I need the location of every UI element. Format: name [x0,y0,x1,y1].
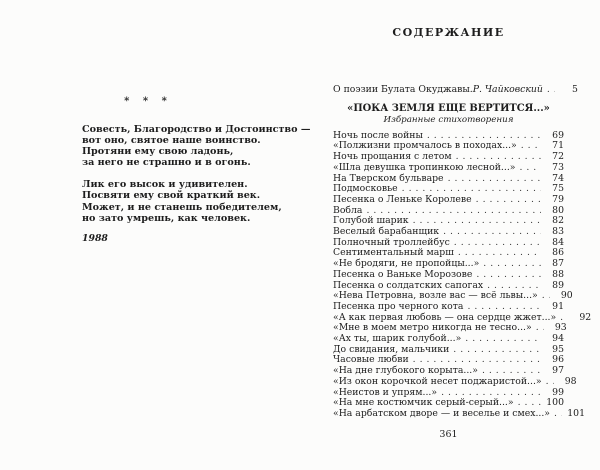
toc-intro-page: 5 [571,84,578,95]
toc-intro-author: Р. Чайковский [472,84,543,95]
toc-entry-page: 92 [579,311,592,323]
poem-line: Совесть, Благородство и Достоинство — [82,124,311,135]
toc-entry-page: 82 [552,215,564,227]
dot-leader [519,163,541,174]
dot-leader [546,377,554,388]
toc-entry-page: 80 [552,204,564,216]
dot-leader [554,409,562,420]
toc-entry-page: 90 [560,290,573,302]
poem-stanza-2 [82,179,292,223]
toc-entry-title: Вобла [333,204,363,216]
poem-stanza-1 [82,124,311,169]
toc-intro-title: О поэзии Булата Окуджавы. [333,84,473,95]
toc-entry-title: «На мне костюмчик серый-серый...» [333,397,514,409]
poem-line: Протяни ему свою ладонь, [82,146,234,158]
toc-entry-title: Голубой шарик [333,215,409,227]
toc-entry-title: До свидания, мальчики [333,343,450,355]
toc-entry [333,407,585,420]
poem-line: вот оно, святое наше воинство. [82,135,261,147]
toc-entry-page: 75 [552,183,564,195]
toc-entry-page: 79 [552,193,564,205]
dot-leader [536,323,544,334]
toc-entry-title: «Нева Петровна, возле вас — всё львы...» [333,290,538,302]
dot-leader [448,174,541,185]
poem-line: но зато умрешь, как человек. [82,212,251,224]
page-folio: 361 [439,428,458,440]
toc-entry-page: 97 [552,365,564,377]
toc-entry [333,270,564,281]
toc-entry-title: «На арбатском дворе — и веселье и смех...» [333,407,550,419]
poem-line: Посвяти ему свой краткий век. [82,190,261,202]
dot-leader [483,259,541,270]
poem-year: 1988 [82,232,108,244]
poem-line: Лик его высок и удивителен. [82,179,248,191]
toc-entry-page: 87 [552,258,564,270]
dot-leader [443,227,541,238]
toc-entry-title: «Шла девушка тропинкою лесной...» [333,161,516,173]
toc-header: СОДЕРЖАНИЕ [392,26,505,39]
toc-entry-page: 73 [552,161,564,173]
toc-entry-page: 96 [552,354,564,366]
dot-leader [547,85,555,96]
toc-entry-page: 86 [552,247,564,259]
poem-line: Может, и не станешь победителем, [82,201,282,213]
toc-entry-title: Песенка про черного кота [333,300,464,312]
dot-leader [453,345,541,356]
toc-entry-title: Песенка о Леньке Королеве [333,193,472,205]
toc-entry-page: 72 [552,151,564,163]
toc-entry-title: «Из окон корочкой несет поджаристой...» [333,375,542,387]
dot-leader [521,141,541,152]
toc-entry-title: «Неистов и упрям...» [333,386,438,398]
dot-leader [465,334,541,345]
toc-entry-title: На Тверском бульваре [333,172,444,184]
toc-page [333,26,592,440]
toc-entry-page: 83 [552,226,564,238]
toc-entry-title: Песенка о солдатских сапогах [333,279,484,291]
toc-entry-title: «А как первая любовь — она сердце жжет...» [333,311,557,323]
toc-entry-title: Полночный троллейбус [333,236,450,248]
toc-entry-title: «Ах ты, шарик голубой...» [333,333,462,345]
toc-entry-title: Ночь прощания с летом [333,151,452,163]
toc-entry-title: Часовые любви [333,354,409,366]
toc-entry-page: 99 [552,386,564,398]
toc-entry-page: 101 [567,407,585,419]
toc-entry-title: «Не бродяги, не пропойцы...» [333,258,480,270]
toc-entry-title: Веселый барабанщик [333,226,440,238]
toc-section-subtitle: Избранные стихотворения [383,114,514,125]
toc-entry-page: 93 [554,322,567,334]
dot-leader [542,291,550,302]
poem-separator: * * * [124,96,172,107]
toc-entry-title: Ночь после войны [333,129,423,141]
toc-list [333,129,592,420]
toc-entry-page: 84 [552,236,564,248]
toc-entry-page: 98 [564,375,577,387]
toc-entry-page: 74 [552,172,564,184]
poem-line: за него не страшно и в огонь. [82,157,251,169]
toc-entry-page: 89 [552,279,564,291]
toc-entry-page: 100 [546,397,564,409]
toc-entry-title: «На дне глубокого корыта...» [333,365,478,377]
dot-leader [476,270,541,281]
poem-page [82,96,311,244]
toc-entry-page: 71 [552,140,564,152]
toc-entry-title: Подмосковье [333,183,398,195]
toc-entry-page: 69 [552,129,564,141]
toc-entry-page: 95 [552,343,564,355]
toc-entry-title: Песенка о Ваньке Морозове [333,268,473,280]
toc-entry-page: 94 [552,333,564,345]
toc-section-title: «ПОКА ЗЕМЛЯ ЕЩЕ ВЕРТИТСЯ...» [347,102,550,114]
toc-entry-title: «Мне в моем метро никогда не тесно...» [333,322,532,334]
toc-entry [333,195,564,206]
toc-entry-title: Сентиментальный марш [333,247,454,259]
toc-entry [333,375,577,388]
toc-entry [333,163,564,174]
toc-entry-page: 88 [552,268,564,280]
toc-entry-page: 91 [552,300,564,312]
toc-entry-title: «Полжизни промчалось в походах...» [333,140,517,152]
dot-leader [476,195,541,206]
toc-intro-entry [333,84,578,96]
dot-leader [454,238,541,249]
